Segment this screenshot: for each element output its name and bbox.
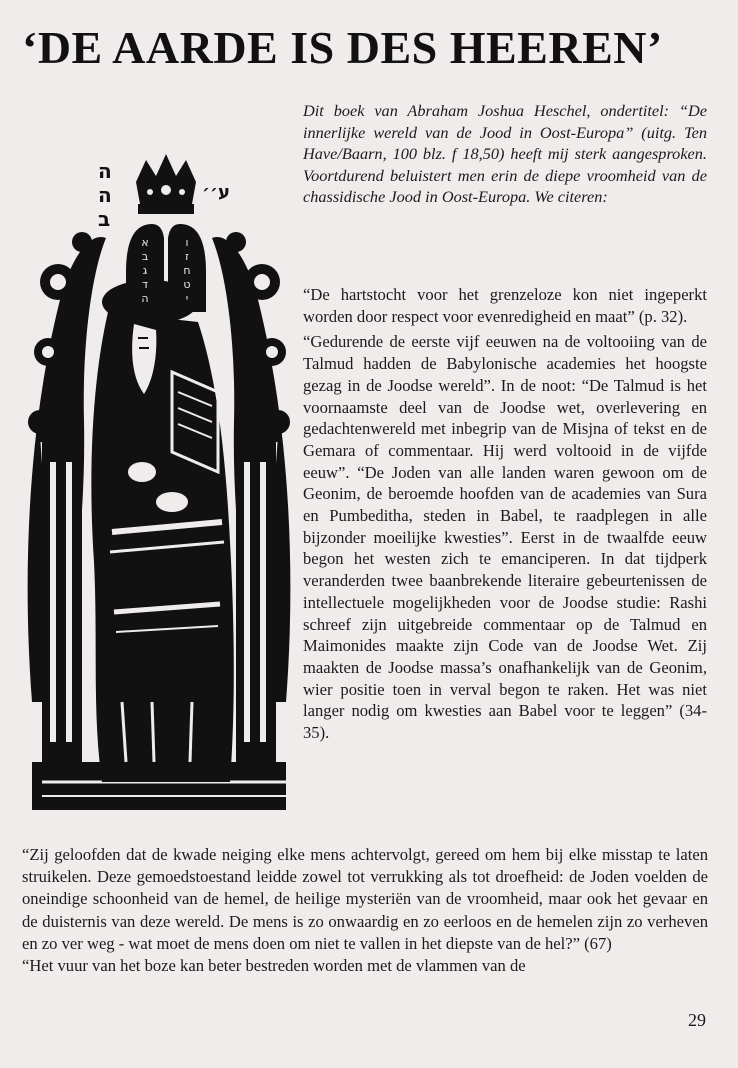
page-title: ‘DE AARDE IS DES HEEREN’: [22, 22, 663, 73]
hebrew-letter: ה: [98, 183, 112, 207]
tablet-letter: ז: [185, 250, 189, 263]
body-paragraph: “Zij geloofden dat de kwade neiging elke mens achtervolgt, gereed om hem bij elke misstap te laten struikelen. Deze gemoedstoestand leidde zowel tot verrukking als tot droefheid: de Joden voelden de oneindige schoonheid van de hemel, de heilige mysteriën van de vroomheid, maar ook het gevaar en de duisternis van deze wereld. De mens is zo onwaardig en zo eerloos en de hemelen zijn zo verheven en zo ver weg - wat moet de mens doen om niet te vallen in het diepste van de hel?” (67): [22, 845, 708, 953]
hebrew-letter: ע׳׳: [202, 182, 230, 203]
hebrew-letter: ב: [98, 207, 111, 231]
body-column: [303, 284, 707, 744]
hebrew-letter: ה: [98, 159, 112, 183]
body-paragraph: “Gedurende de eerste vijf eeuwen na de voltooiing van de Talmud hadden de Babylonische academies het hoogste gezag in de Joodse wereld”. In de noot: “De Talmud is het voornaamste deel van de Joodse wet, overlevering en gedachtenwereld met inbegrip van de Misjna of tekst en de Gemara of commentaar. Hij werd voltooid in de vijfde eeuw”. “De Joden van alle landen waren gewoon om de Geonim, de beroemde hoofden van de academies van Sura en Pumbeditha, steden in Babel, te raadplegen in alle bijzonder moeilijke kwesties”. Eerst in de twaalfde eeuw begon het westen zich te emanciperen. In dat tijdperk veranderden twee baanbrekende literaire gebeurtenissen de intellectuele mogelijkheden voor de Joodse studie: Rashi schreef zijn uitgebreide commentaar op de Talmud en Maimonides maakte zijn Code van de Joodse Wet. Zij maakten de Joodse massa’s onafhankelijk van de Geonim, wier positie toen in verval begon te raken. Het was niet langer nodig om kwesties aan Babel voor te leggen” (34- 35).: [303, 332, 707, 743]
tablet-letter: א: [141, 236, 149, 249]
tablet-letter: ב: [141, 250, 149, 263]
tablet-letter: ט: [183, 278, 191, 291]
body-paragraph: “De hartstocht voor het grenzeloze kon niet ingeperkt worden door respect voor evenredigheid en maat” (p. 32).: [303, 285, 707, 326]
page-number: 29: [688, 1010, 706, 1030]
body-paragraph: “Het vuur van het boze kan beter bestreden worden met de vlammen van de: [22, 956, 526, 976]
tablet-letter: ח: [183, 264, 191, 277]
tablet-letter: ד: [141, 278, 149, 291]
tablet-letter: ג: [142, 264, 148, 277]
tablet-letter: ו: [185, 236, 189, 249]
tablet-letter: ה: [141, 292, 149, 305]
tablet-letter: י: [185, 292, 189, 305]
woodcut-illustration: [22, 142, 296, 810]
full-width-text: [22, 844, 708, 977]
intro-paragraph: Dit boek van Abraham Joshua Heschel, ondertitel: “De innerlijke wereld van de Jood in Oost-Europa” (uitg. Ten Have/Baarn, 100 blz. f 18,50) heeft mij sterk aangesproken. Voortdurend beluistert men erin de diepe vroomheid van de chassidische Jood in Oost-Europa. We citeren:: [303, 101, 707, 207]
